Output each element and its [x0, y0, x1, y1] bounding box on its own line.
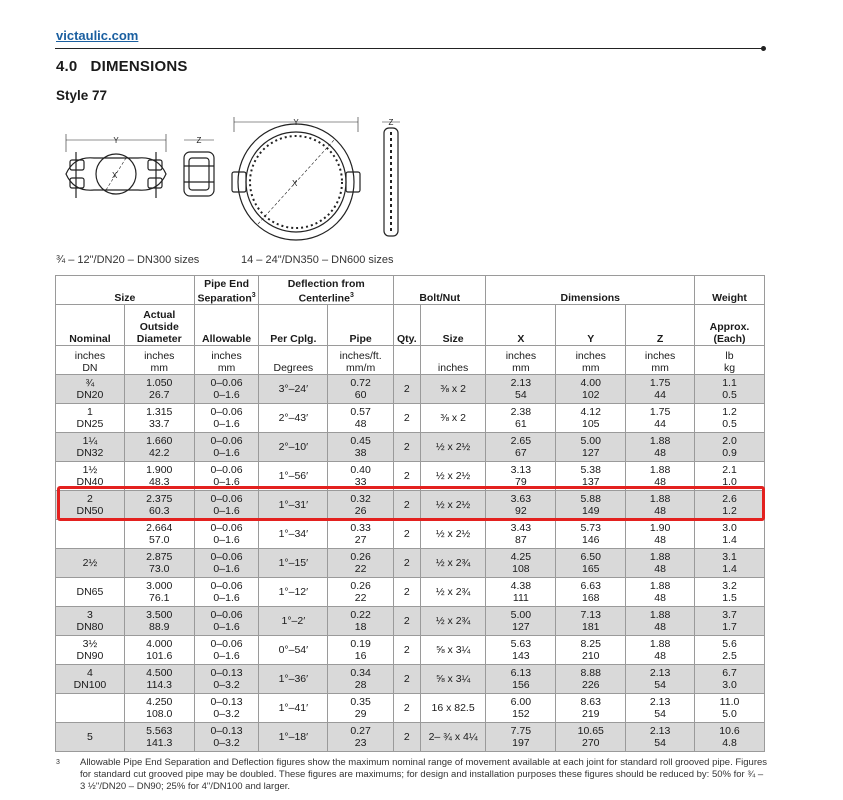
- cell-per-cplg: 1°–36′: [259, 665, 328, 694]
- col-approx: Approx. (Each): [695, 305, 765, 346]
- label-y-small: Y: [113, 136, 119, 145]
- cell-y: 7.13 181: [556, 607, 626, 636]
- cell-qty: 2: [394, 520, 421, 549]
- table-row: [56, 694, 765, 723]
- cell-per-cplg: 1°–18′: [259, 723, 328, 752]
- cell-weight: 1.1 0.5: [695, 375, 765, 404]
- cell-x: 4.25 108: [486, 549, 556, 578]
- unit-allowable: inches mm: [194, 346, 259, 375]
- table-row: [56, 636, 765, 665]
- cell-actual: 2.664 57.0: [124, 520, 194, 549]
- header-rule: [55, 48, 764, 49]
- table-row: [56, 549, 765, 578]
- cell-y: 5.00 127: [556, 433, 626, 462]
- cell-nominal: 3½ DN90: [56, 636, 125, 665]
- cell-allowable: 0–0.06 0–1.6: [194, 491, 259, 520]
- col-y: Y: [556, 305, 626, 346]
- cell-nominal: 5: [56, 723, 125, 752]
- cell-size: ½ x 2¾: [420, 578, 486, 607]
- cell-x: 3.43 87: [486, 520, 556, 549]
- cell-actual: 2.375 60.3: [124, 491, 194, 520]
- cell-y: 8.88 226: [556, 665, 626, 694]
- cell-x: 3.63 92: [486, 491, 556, 520]
- cell-qty: 2: [394, 433, 421, 462]
- cell-pipe: 0.34 28: [328, 665, 394, 694]
- cell-x: 2.13 54: [486, 375, 556, 404]
- cell-pipe: 0.19 16: [328, 636, 394, 665]
- cell-weight: 2.6 1.2: [695, 491, 765, 520]
- cell-qty: 2: [394, 723, 421, 752]
- table-row: [56, 433, 765, 462]
- cell-pipe: 0.57 48: [328, 404, 394, 433]
- cell-z: 1.88 48: [626, 578, 695, 607]
- cell-per-cplg: 0°–54′: [259, 636, 328, 665]
- cell-actual: 4.250 108.0: [124, 694, 194, 723]
- cell-z: 1.88 48: [626, 549, 695, 578]
- cell-actual: 2.875 73.0: [124, 549, 194, 578]
- cell-size: ½ x 2½: [420, 520, 486, 549]
- cell-size: ⅜ x 2: [420, 375, 486, 404]
- cell-pipe: 0.26 22: [328, 578, 394, 607]
- cell-z: 1.88 48: [626, 462, 695, 491]
- table-body: [56, 375, 765, 752]
- cell-actual: 3.000 76.1: [124, 578, 194, 607]
- col-x: X: [486, 305, 556, 346]
- unit-pipe: inches/ft. mm/m: [328, 346, 394, 375]
- cell-allowable: 0–0.06 0–1.6: [194, 607, 259, 636]
- cell-allowable: 0–0.13 0–3.2: [194, 665, 259, 694]
- cell-qty: 2: [394, 694, 421, 723]
- cell-actual: 1.315 33.7: [124, 404, 194, 433]
- table-row: [56, 520, 765, 549]
- unit-qty: [394, 346, 421, 375]
- cell-z: 1.88 48: [626, 607, 695, 636]
- cell-x: 4.38 111: [486, 578, 556, 607]
- units-row: [56, 346, 765, 375]
- col-allowable: Allowable: [194, 305, 259, 346]
- cell-weight: 3.2 1.5: [695, 578, 765, 607]
- group-deflection: Deflection from Centerline$^3$: [259, 276, 394, 305]
- cell-nominal: [56, 520, 125, 549]
- table-row: [56, 723, 765, 752]
- cell-nominal: 2½: [56, 549, 125, 578]
- cell-weight: 2.0 0.9: [695, 433, 765, 462]
- cell-per-cplg: 1°–56′: [259, 462, 328, 491]
- cell-allowable: 0–0.06 0–1.6: [194, 636, 259, 665]
- table-row: [56, 404, 765, 433]
- unit-nominal: inches DN: [56, 346, 125, 375]
- table-row: [56, 375, 765, 404]
- footnote-text: Allowable Pipe End Separation and Deflection figures show the maximum nominal range of movement available at each joint for standard roll grooved pipe. Figures for standard cut grooved pipe may be doubled. These figures are maximums; for design and installation purposes these figures should be reduced by: 50% for ¾ – 3 ½"/DN20 – DN90; 25% for 4"/DN100 and larger.: [80, 757, 768, 792]
- cell-pipe: 0.32 26: [328, 491, 394, 520]
- cell-per-cplg: 1°–12′: [259, 578, 328, 607]
- cell-x: 2.65 67: [486, 433, 556, 462]
- label-y-large: Y: [293, 118, 299, 127]
- cell-per-cplg: 1°–2′: [259, 607, 328, 636]
- footnote-mark: 3: [56, 759, 60, 766]
- cell-nominal: 1¼ DN32: [56, 433, 125, 462]
- cell-allowable: 0–0.06 0–1.6: [194, 462, 259, 491]
- unit-x: inches mm: [486, 346, 556, 375]
- cell-x: 2.38 61: [486, 404, 556, 433]
- cell-size: 2– ¾ x 4¼: [420, 723, 486, 752]
- coupling-drawing: [56, 112, 416, 252]
- small-coupling-side-view: [184, 140, 214, 196]
- cell-qty: 2: [394, 607, 421, 636]
- cell-qty: 2: [394, 491, 421, 520]
- cell-per-cplg: 2°–43′: [259, 404, 328, 433]
- label-x-large: X: [292, 179, 298, 188]
- cell-nominal: 1½ DN40: [56, 462, 125, 491]
- cell-y: 5.88 149: [556, 491, 626, 520]
- cell-weight: 10.6 4.8: [695, 723, 765, 752]
- cell-pipe: 0.45 38: [328, 433, 394, 462]
- cell-size: ½ x 2½: [420, 433, 486, 462]
- cell-per-cplg: 1°–15′: [259, 549, 328, 578]
- cell-actual: 1.660 42.2: [124, 433, 194, 462]
- cell-allowable: 0–0.06 0–1.6: [194, 549, 259, 578]
- cell-size: ⅜ x 2: [420, 404, 486, 433]
- group-dimensions: Dimensions: [486, 276, 695, 305]
- cell-actual: 4.000 101.6: [124, 636, 194, 665]
- group-weight: Weight: [695, 276, 765, 305]
- header-rule-dot: [761, 46, 766, 51]
- cell-actual: 5.563 141.3: [124, 723, 194, 752]
- cell-y: 5.38 137: [556, 462, 626, 491]
- unit-approx: lb kg: [695, 346, 765, 375]
- cell-z: 1.75 44: [626, 375, 695, 404]
- cell-z: 1.90 48: [626, 520, 695, 549]
- cell-y: 10.65 270: [556, 723, 626, 752]
- cell-x: 7.75 197: [486, 723, 556, 752]
- cell-pipe: 0.26 22: [328, 549, 394, 578]
- cell-actual: 3.500 88.9: [124, 607, 194, 636]
- unit-size: inches: [420, 346, 486, 375]
- unit-actual: inches mm: [124, 346, 194, 375]
- cell-pipe: 0.33 27: [328, 520, 394, 549]
- cell-actual: 1.050 26.7: [124, 375, 194, 404]
- cell-allowable: 0–0.06 0–1.6: [194, 520, 259, 549]
- cell-allowable: 0–0.13 0–3.2: [194, 723, 259, 752]
- cell-qty: 2: [394, 375, 421, 404]
- col-qty: Qty.: [394, 305, 421, 346]
- cell-weight: 1.2 0.5: [695, 404, 765, 433]
- cell-size: ½ x 2½: [420, 491, 486, 520]
- cell-x: 3.13 79: [486, 462, 556, 491]
- cell-nominal: 3 DN80: [56, 607, 125, 636]
- cell-z: 2.13 54: [626, 694, 695, 723]
- cell-allowable: 0–0.06 0–1.6: [194, 404, 259, 433]
- cell-per-cplg: 3°–24′: [259, 375, 328, 404]
- cell-y: 6.50 165: [556, 549, 626, 578]
- cell-z: 2.13 54: [626, 665, 695, 694]
- cell-y: 4.00 102: [556, 375, 626, 404]
- cell-y: 6.63 168: [556, 578, 626, 607]
- cell-z: 1.75 44: [626, 404, 695, 433]
- table-row: [56, 607, 765, 636]
- cell-nominal: [56, 694, 125, 723]
- cell-pipe: 0.22 18: [328, 607, 394, 636]
- cell-z: 2.13 54: [626, 723, 695, 752]
- cell-per-cplg: 1°–41′: [259, 694, 328, 723]
- cell-qty: 2: [394, 462, 421, 491]
- cell-x: 6.00 152: [486, 694, 556, 723]
- cell-per-cplg: 1°–31′: [259, 491, 328, 520]
- cell-qty: 2: [394, 578, 421, 607]
- unit-per-cplg: Degrees: [259, 346, 328, 375]
- unit-z: inches mm: [626, 346, 695, 375]
- cell-weight: 6.7 3.0: [695, 665, 765, 694]
- cell-allowable: 0–0.13 0–3.2: [194, 694, 259, 723]
- cell-nominal: 4 DN100: [56, 665, 125, 694]
- cell-size: ⅝ x 3¼: [420, 665, 486, 694]
- col-nominal: Nominal: [56, 305, 125, 346]
- cell-actual: 1.900 48.3: [124, 462, 194, 491]
- label-z-small: Z: [196, 136, 202, 145]
- label-z-large: Z: [388, 118, 394, 127]
- cell-size: ⅝ x 3¼: [420, 636, 486, 665]
- col-z: Z: [626, 305, 695, 346]
- cell-per-cplg: 2°–10′: [259, 433, 328, 462]
- cell-nominal: 2 DN50: [56, 491, 125, 520]
- cell-qty: 2: [394, 665, 421, 694]
- col-per-cplg: Per Cplg.: [259, 305, 328, 346]
- style-title: Style 77: [56, 88, 108, 103]
- cell-actual: 4.500 114.3: [124, 665, 194, 694]
- table-row: [56, 665, 765, 694]
- cell-nominal: 1 DN25: [56, 404, 125, 433]
- cell-weight: 11.0 5.0: [695, 694, 765, 723]
- cell-y: 8.25 210: [556, 636, 626, 665]
- cell-weight: 3.0 1.4: [695, 520, 765, 549]
- cell-weight: 3.7 1.7: [695, 607, 765, 636]
- site-link[interactable]: victaulic.com: [56, 28, 139, 43]
- footnote: [56, 757, 768, 793]
- cell-pipe: 0.27 23: [328, 723, 394, 752]
- section-title: 4.0 DIMENSIONS: [56, 58, 188, 75]
- cell-qty: 2: [394, 549, 421, 578]
- group-separation: Pipe End Separation$^3$: [194, 276, 259, 305]
- cell-pipe: 0.35 29: [328, 694, 394, 723]
- table-row: [56, 578, 765, 607]
- unit-y: inches mm: [556, 346, 626, 375]
- cell-size: ½ x 2½: [420, 462, 486, 491]
- cell-pipe: 0.72 60: [328, 375, 394, 404]
- cell-qty: 2: [394, 404, 421, 433]
- cell-weight: 2.1 1.0: [695, 462, 765, 491]
- col-size: Size: [420, 305, 486, 346]
- cell-y: 5.73 146: [556, 520, 626, 549]
- highlight-box-dn50: [57, 486, 765, 521]
- group-bolt: Bolt/Nut: [394, 276, 486, 305]
- large-coupling-side-view: [382, 122, 400, 236]
- cell-x: 6.13 156: [486, 665, 556, 694]
- cell-z: 1.88 48: [626, 491, 695, 520]
- cell-qty: 2: [394, 636, 421, 665]
- cell-x: 5.63 143: [486, 636, 556, 665]
- cell-allowable: 0–0.06 0–1.6: [194, 375, 259, 404]
- caption-small-sizes: ¾ – 12"/DN20 – DN300 sizes: [56, 254, 200, 266]
- cell-per-cplg: 1°–34′: [259, 520, 328, 549]
- cell-pipe: 0.40 33: [328, 462, 394, 491]
- cell-weight: 5.6 2.5: [695, 636, 765, 665]
- group-size: Size: [56, 276, 195, 305]
- cell-y: 4.12 105: [556, 404, 626, 433]
- col-actual: Actual Outside Diameter: [124, 305, 194, 346]
- cell-weight: 3.1 1.4: [695, 549, 765, 578]
- caption-large-sizes: 14 – 24"/DN350 – DN600 sizes: [241, 254, 394, 266]
- cell-z: 1.88 48: [626, 433, 695, 462]
- cell-x: 5.00 127: [486, 607, 556, 636]
- col-pipe: Pipe: [328, 305, 394, 346]
- cell-nominal: ¾ DN20: [56, 375, 125, 404]
- cell-size: ½ x 2¾: [420, 607, 486, 636]
- cell-allowable: 0–0.06 0–1.6: [194, 578, 259, 607]
- label-x-small: X: [112, 171, 118, 180]
- cell-allowable: 0–0.06 0–1.6: [194, 433, 259, 462]
- cell-y: 8.63 219: [556, 694, 626, 723]
- cell-nominal: DN65: [56, 578, 125, 607]
- cell-size: 16 x 82.5: [420, 694, 486, 723]
- cell-size: ½ x 2¾: [420, 549, 486, 578]
- cell-z: 1.88 48: [626, 636, 695, 665]
